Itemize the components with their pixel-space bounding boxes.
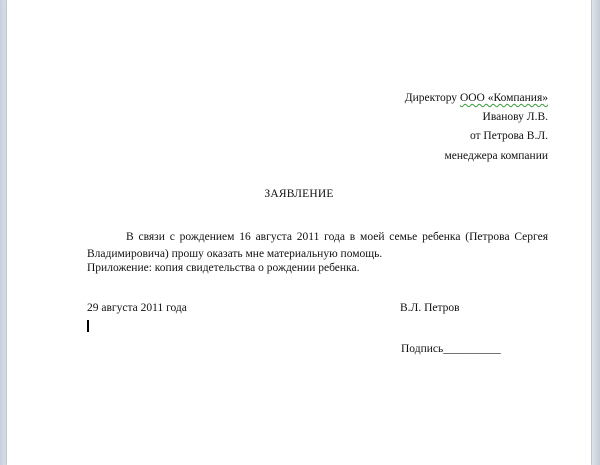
signature-line: Подпись__________	[401, 343, 501, 355]
right-margin-strip	[592, 0, 600, 465]
text-cursor	[87, 320, 89, 332]
date-line: 29 августа 2011 года	[87, 302, 187, 314]
left-margin-strip	[0, 0, 7, 465]
sender-name: от Петрова В.Л.	[469, 130, 548, 142]
body-paragraph: В связи с рождением 16 августа 2011 года в моей семье ребенка (Петрова Сергея Владимировича) прошу оказать мне материальную помощь.	[87, 231, 548, 260]
attachment-line: Приложение: копия свидетельства о рождении ребенка.	[87, 262, 360, 274]
addressee-prefix: Директору	[404, 92, 460, 104]
document-title: ЗАЯВЛЕНИЕ	[264, 188, 334, 200]
sender-position: менеджера компании	[444, 150, 548, 162]
company-name: ООО «Компания»	[459, 92, 548, 104]
document-page[interactable]	[7, 0, 591, 465]
addressee-line	[405, 92, 548, 104]
signer-name: В.Л. Петров	[400, 302, 460, 314]
addressee-name: Иванову Л.В.	[482, 111, 548, 123]
